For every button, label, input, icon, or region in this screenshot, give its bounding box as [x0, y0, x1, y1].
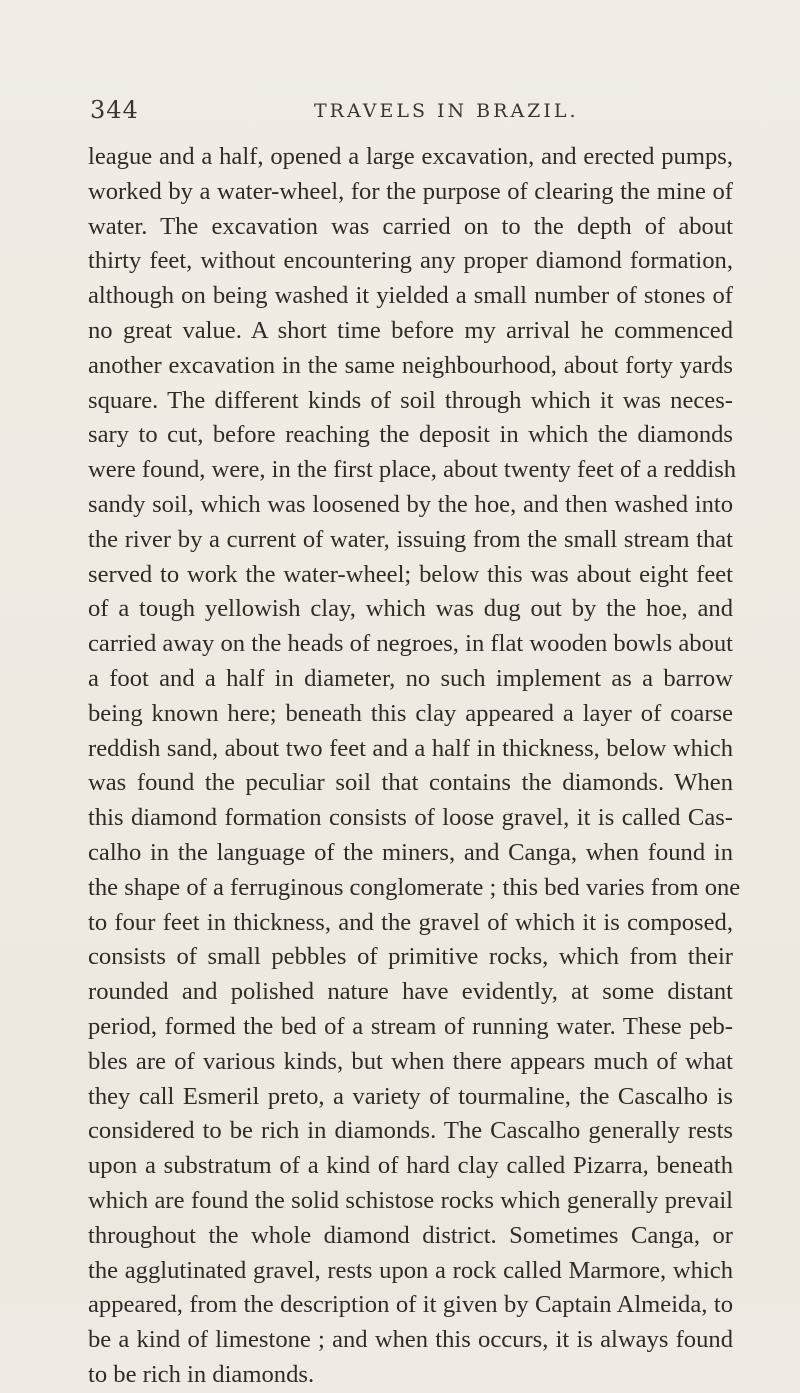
text-line: a foot and a half in diameter, no such implement as a barrow [88, 664, 733, 692]
text-line: being known here; beneath this clay appeared a layer of coarse [88, 699, 733, 727]
text-line: were found, were, in the first place, about twenty feet of a reddish [88, 456, 737, 484]
text-line: throughout the whole diamond district. Sometimes Canga, or [88, 1221, 733, 1249]
text-line: rounded and polished nature have evidently, at some distant [88, 978, 733, 1006]
text-line: this diamond formation consists of loose gravel, it is called Cas- [88, 804, 733, 832]
text-line: served to work the water-wheel; below this was about eight feet [88, 560, 733, 588]
text-line: worked by a water-wheel, for the purpose of clearing the mine of [88, 177, 733, 205]
text-line: the river by a current of water, issuing from the small stream that [88, 525, 733, 553]
text-line: although on being washed it yielded a small number of stones of [88, 282, 733, 310]
text-line: bles are of various kinds, but when there appears much of what [88, 1047, 733, 1075]
text-line: calho in the language of the miners, and Canga, when found in [88, 838, 733, 866]
text-line: square. The different kinds of soil through which it was neces- [88, 386, 733, 414]
text-line: thirty feet, without encountering any proper diamond formation, [88, 247, 733, 275]
text-line: no great value. A short time before my arrival he commenced [88, 316, 733, 344]
text-line: was found the peculiar soil that contains the diamonds. When [88, 769, 733, 797]
page-number: 344 [90, 96, 139, 124]
text-line: the agglutinated gravel, rests upon a rock called Marmore, which [88, 1256, 733, 1284]
text-line: to four feet in thickness, and the gravel of which it is composed, [88, 908, 733, 936]
text-line: sary to cut, before reaching the deposit in which the diamonds [88, 421, 733, 449]
text-line: which are found the solid schistose rocks which generally prevail [88, 1186, 733, 1214]
text-line: sandy soil, which was loosened by the hoe, and then washed into [88, 490, 733, 518]
text-line: upon a substratum of a kind of hard clay called Pizarra, beneath [88, 1152, 733, 1180]
text-line: another excavation in the same neighbourhood, about forty yards [88, 351, 733, 379]
text-line: carried away on the heads of negroes, in flat wooden bowls about [88, 630, 733, 658]
text-line: league and a half, opened a large excavation, and erected pumps, [88, 143, 733, 170]
text-line: be a kind of limestone ; and when this occurs, it is always found [88, 1326, 733, 1354]
text-line: consists of small pebbles of primitive rocks, which from their [88, 943, 733, 971]
text-line: to be rich in diamonds. [88, 1360, 315, 1388]
text-line: they call Esmeril preto, a variety of tourmaline, the Cascalho is [88, 1082, 733, 1110]
text-line: period, formed the bed of a stream of running water. These peb- [88, 1012, 733, 1040]
text-line: considered to be rich in diamonds. The Cascalho generally rests [88, 1117, 733, 1145]
text-line: appeared, from the description of it given by Captain Almeida, to [88, 1291, 733, 1319]
body-text [88, 140, 741, 1393]
text-line: water. The excavation was carried on to the depth of about [88, 212, 733, 240]
text-line: the shape of a ferruginous conglomerate ; this bed varies from one [88, 873, 741, 901]
text-line: reddish sand, about two feet and a half in thickness, below which [88, 734, 733, 762]
running-head [90, 96, 735, 136]
text-line: of a tough yellowish clay, which was dug out by the hoe, and [88, 595, 733, 623]
running-title: TRAVELS IN BRAZIL. [314, 100, 579, 122]
